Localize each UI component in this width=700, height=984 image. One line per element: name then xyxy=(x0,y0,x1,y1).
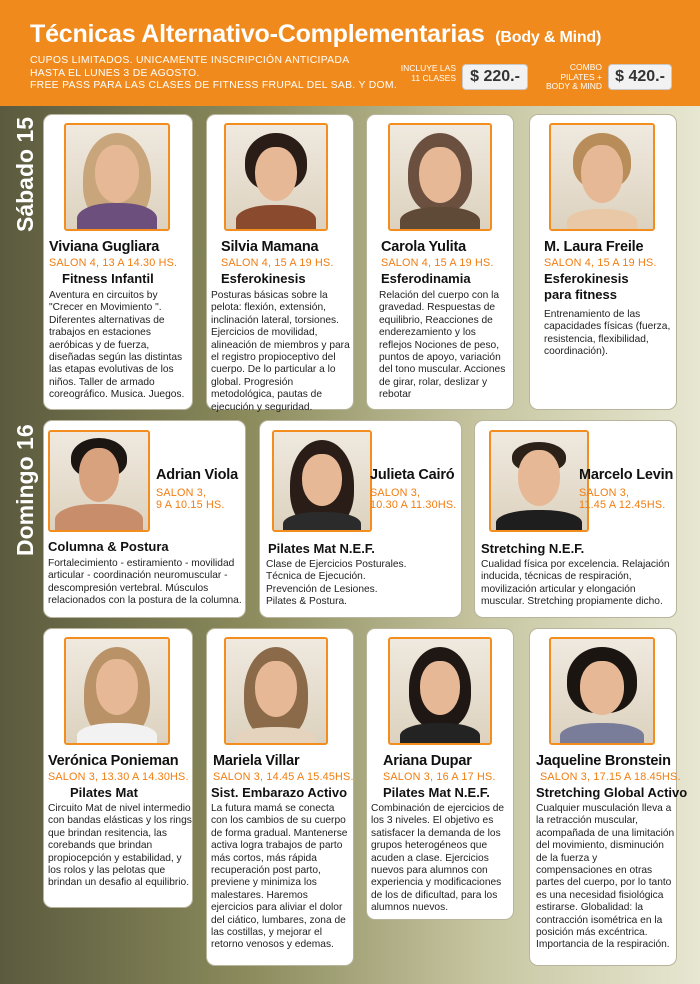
info-line: FREE PASS PARA LAS CLASES DE FITNESS FRUPAL DEL SAB. Y DOM. xyxy=(30,80,398,91)
instructor-name: Verónica Ponieman xyxy=(48,753,179,769)
schedule-line: SALON 3, xyxy=(156,487,207,499)
instructor-card xyxy=(43,628,193,908)
class-topic-line: Esferokinesis xyxy=(544,271,629,286)
instructor-card xyxy=(366,114,514,410)
instructor-schedule: SALON 3, 16 A 17 HS. xyxy=(383,771,496,783)
instructor-name: Julieta Cairó xyxy=(370,467,455,483)
instructor-schedule: SALON 4, 15 A 19 HS. xyxy=(544,257,657,269)
price2-label-line: COMBO xyxy=(569,62,602,72)
instructor-card xyxy=(366,628,514,920)
instructor-card xyxy=(206,628,354,966)
price2-label-line: PILATES + xyxy=(560,71,602,82)
description-line: Prevención de Lesiones. xyxy=(266,583,378,595)
class-topic: Esferokinesis xyxy=(221,271,306,286)
price2-label-line: BODY & MIND xyxy=(545,81,602,91)
instructor-name: Ariana Dupar xyxy=(383,753,472,769)
instructor-photo xyxy=(388,123,492,231)
instructor-schedule: SALON 4, 15 A 19 HS. xyxy=(381,257,494,269)
title-subtitle: (Body & Mind) xyxy=(495,29,602,46)
instructor-card xyxy=(206,114,354,413)
instructor-name: Silvia Mamana xyxy=(221,239,319,255)
class-topic: Sist. Embarazo Activo xyxy=(211,785,348,800)
instructor-name: Marcelo Levin xyxy=(579,467,674,483)
class-description: Entrenamiento de las capacidades físicas (fuerza, resistencia, flexibilidad, coordinación). xyxy=(544,309,671,358)
price1-label xyxy=(392,64,456,83)
description-line: Clase de Ejercicios Posturales. xyxy=(266,559,407,570)
instructor-photo xyxy=(388,637,492,745)
class-description: Combinación de ejercicios de los 3 niveles. El objetivo es satisfacer la demanda de los grupos heterogéneos que acuden a clase. Ejercicios nuevos para alumnos con experiencia y modificaciones de los de dificultad, para los alumnos nuevos. xyxy=(371,803,505,914)
instructor-photo xyxy=(64,123,170,231)
info-line: HASTA EL LUNES 3 DE AGOSTO. xyxy=(30,67,200,79)
class-topic: Esferodinamia xyxy=(381,271,471,286)
instructor-name: Carola Yulita xyxy=(381,239,466,255)
class-topic: Stretching N.E.F. xyxy=(481,541,585,556)
instructor-card xyxy=(529,114,677,410)
class-description: Posturas básicas sobre la pelota: flexión, extensión, inclinación lateral, torsiones. Ejercicios de movilidad, alineación de miembros y para el registro propioceptivo del cuerpo. De lo particular a lo global. Progresión metodológica, pautas de ejecución y seguridad. xyxy=(211,290,350,413)
instructor-photo xyxy=(224,637,328,745)
instructor-card xyxy=(43,114,193,410)
class-description: Fortalecimiento - estiramiento - movilidad articular - coordinación neuromuscular - descompresión vertebral. Músculos relacionados con la postura de la columna. xyxy=(48,558,242,607)
info-text xyxy=(30,55,397,93)
class-topic: Pilates Mat xyxy=(70,785,138,800)
instructor-card xyxy=(529,628,688,966)
instructor-name: Adrian Viola xyxy=(156,467,238,483)
description-line: Técnica de Ejecución. xyxy=(266,571,366,583)
price2-badge: $ 420.- xyxy=(608,64,672,90)
instructor-photo xyxy=(272,430,372,532)
instructor-name: M. Laura Freile xyxy=(544,239,644,255)
instructor-photo xyxy=(489,430,589,532)
info-line: CUPOS LIMITADOS. UNICAMENTE INSCRIPCIÓN ANTICIPADA xyxy=(30,55,350,66)
description-line: Pilates & Postura. xyxy=(266,596,347,608)
instructor-schedule xyxy=(579,487,665,511)
price1-label-line: 11 CLASES xyxy=(411,72,456,83)
instructor-schedule: SALON 3, 13.30 A 14.30HS. xyxy=(48,771,189,783)
class-description: Circuito Mat de nivel intermedio con bandas elásticas y los rings que brindan resitencia, las corebands que brindan propiocepción y estabilidad, y los rolos y las pelotas que brindan un desafio al equilibrio. xyxy=(48,803,192,889)
instructor-schedule xyxy=(156,487,225,511)
title-text: Técnicas Alternativo-Complementarias xyxy=(30,20,485,48)
class-topic-line: para fitness xyxy=(544,287,617,302)
class-topic: Pilates Mat N.E.F. xyxy=(383,785,490,800)
instructor-schedule: SALON 4, 15 A 19 HS. xyxy=(221,257,334,269)
day-label-sunday: Domingo 16 xyxy=(12,424,38,556)
schedule-line: SALON 3, xyxy=(579,487,630,499)
price2-label xyxy=(534,63,602,92)
instructor-card xyxy=(43,420,246,618)
instructor-schedule: SALON 3, 17.15 A 18.45HS. xyxy=(540,771,681,783)
class-description: Aventura en circuitos by "Crecer en Movimiento ". Diferentes alternativas de trabajos en estaciones aeróbicas y de fuerza, diseñadas según las distintas las etapas evolutivas de los niños. Taller de armado coreográfico. Musica. Juegos. xyxy=(49,290,185,401)
instructor-schedule xyxy=(370,487,456,511)
class-description xyxy=(266,559,458,609)
instructor-photo xyxy=(549,637,655,745)
instructor-name: Jaqueline Bronstein xyxy=(536,753,671,769)
price1-label-line: INCLUYE LAS xyxy=(400,63,456,73)
class-topic: Stretching Global Activo xyxy=(536,785,688,800)
class-description: Cualidad física por excelencia. Relajación inducida, técnicas de respiración, movilización articular y elongación muscular. Stretching propiamente dicho. xyxy=(481,559,670,608)
class-topic: Pilates Mat N.E.F. xyxy=(268,541,375,556)
instructor-photo xyxy=(48,430,150,532)
instructor-schedule: SALON 3, 14.45 A 15.45HS. xyxy=(213,771,354,783)
page-title xyxy=(30,20,601,49)
day-label-saturday: Sábado 15 xyxy=(12,116,38,232)
price1-badge: $ 220.- xyxy=(462,64,528,90)
header-banner xyxy=(0,0,700,106)
schedule-line: 9 A 10.15 HS. xyxy=(156,499,225,511)
instructor-photo xyxy=(64,637,170,745)
class-topic: Fitness Infantil xyxy=(62,271,154,286)
instructor-card xyxy=(259,420,462,618)
instructor-name: Viviana Gugliara xyxy=(49,239,160,255)
class-topic: Columna & Postura xyxy=(48,539,169,554)
instructor-name: Mariela Villar xyxy=(213,753,300,769)
instructor-photo xyxy=(224,123,328,231)
schedule-line: 11.45 A 12.45HS. xyxy=(579,499,666,511)
schedule-line: 10.30 A 11.30HS. xyxy=(370,499,457,511)
class-description: Relación del cuerpo con la gravedad. Respuestas de equilibrio, Reacciones de enderezamiento y los reflejos Nociones de peso, puntos de apoyo, variación del tono muscular. Acciones de girar, rolar, deslizar y rebotar xyxy=(379,290,506,401)
class-topic xyxy=(544,271,629,303)
instructor-photo xyxy=(549,123,655,231)
instructor-card xyxy=(474,420,677,618)
instructor-schedule: SALON 4, 13 A 14.30 HS. xyxy=(49,257,178,269)
schedule-line: SALON 3, xyxy=(370,487,421,499)
class-description: Cualquier musculación lleva a la retracción muscular, acompañada de una limitación del movimiento, disminución de la fuerza y compensaciones en otras partes del cuerpo, por lo tanto es una necesidad fisiológica estirarse. Globalidad: la contracción isométrica en la posición más excéntrica. Importancia de la respiración. xyxy=(536,803,675,951)
class-description: La futura mamá se conecta con los cambios de su cuerpo de forma gradual. Mantenerse activa logra trabajos de parto más cortos, más rápida recuperación post parto, previene y minimiza los malestares. Haremos ejercicios para aliviar el dolor del ciático, lumbares, zona de las costillas, y mejorar el retorno venosos y edemas. xyxy=(211,803,348,951)
